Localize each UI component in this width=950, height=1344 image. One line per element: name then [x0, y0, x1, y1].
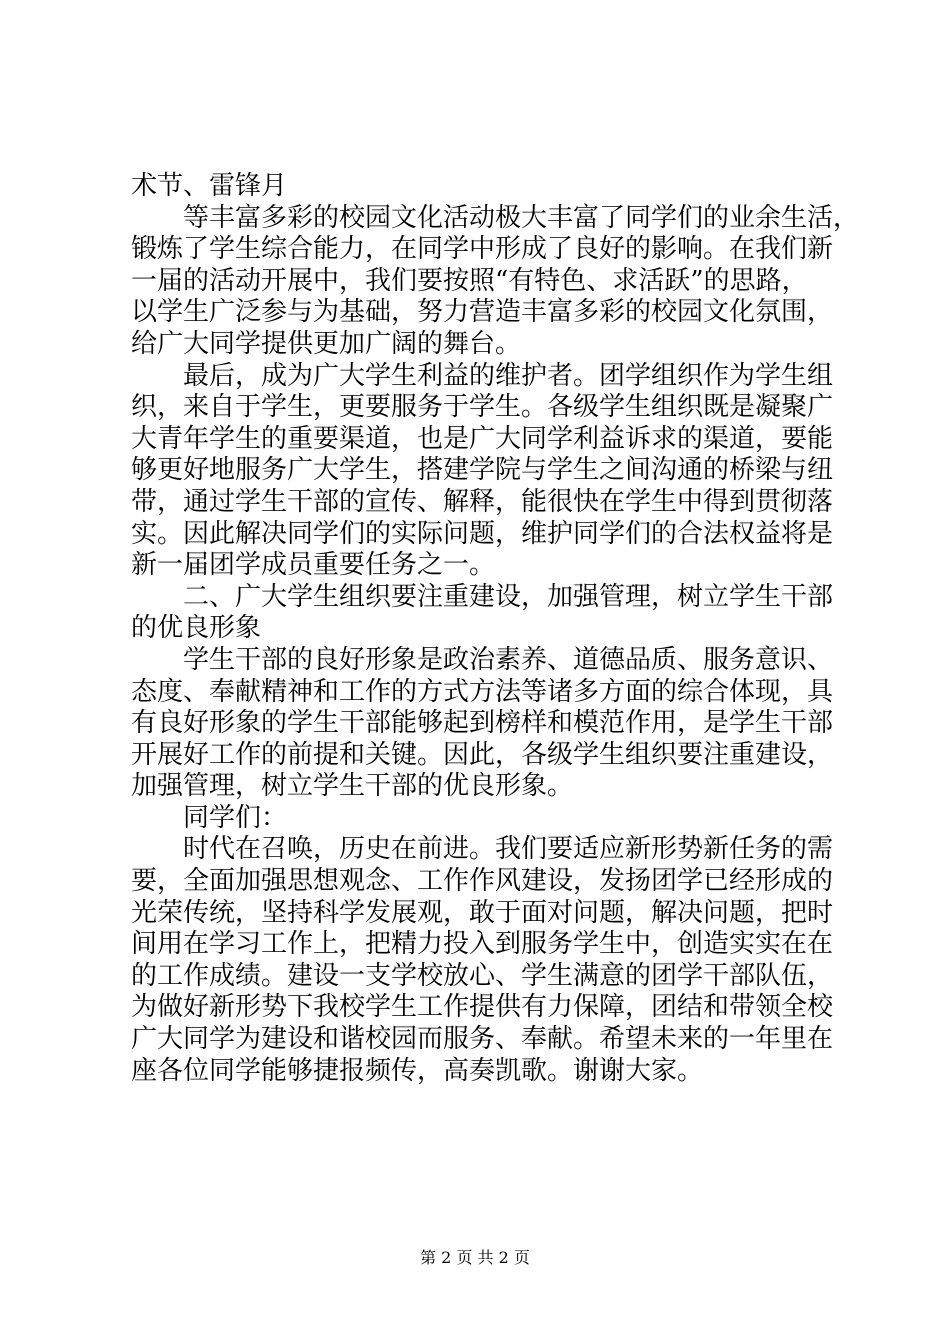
text-line: 加强管理，树立学生干部的优良形象。 — [131, 771, 574, 802]
paragraph-cadre-image — [131, 644, 834, 803]
text-line: 实。因此解决同学们的实际问题，维护同学们的合法权益将是 — [131, 518, 834, 549]
text-line: 的工作成绩。建设一支学校放心、学生满意的团学干部队伍， — [131, 960, 834, 991]
paragraph-student-interests — [131, 360, 834, 582]
text-line: 学生干部的良好形象是政治素养、道德品质、服务意识、 — [131, 644, 834, 675]
text-line: 态度、奉献精神和工作的方式方法等诸多方面的综合体现，具 — [131, 676, 834, 707]
text-line: 间用在学习工作上，把精力投入到服务学生中，创造实实在在 — [131, 929, 834, 960]
text-line: 最后，成为广大学生利益的维护者。团学组织作为学生组 — [131, 360, 834, 391]
text-line: 时代在召唤，历史在前进。我们要适应新形势新任务的需 — [131, 834, 834, 865]
paragraph-closing — [131, 834, 834, 1087]
text-line: 大青年学生的重要渠道，也是广大同学利益诉求的渠道，要能 — [131, 423, 834, 454]
text-line: 二、广大学生组织要注重建设，加强管理，树立学生干部 — [131, 581, 834, 612]
section-heading-two — [131, 581, 834, 645]
text-line: 一届的活动开展中，我们要按照“有特色、求活跃”的思路， — [131, 265, 808, 296]
text-line: 织，来自于学生，更要服务于学生。各级学生组织既是凝聚广 — [131, 392, 834, 423]
text-line: 够更好地服务广大学生，搭建学院与学生之间沟通的桥梁与纽 — [131, 455, 834, 486]
text-line: 光荣传统，坚持科学发展观，敢于面对问题，解决问题，把时 — [131, 897, 834, 928]
text-line: 的优良形象 — [131, 613, 262, 644]
page-number-footer: 第 2 页 共 2 页 — [420, 1248, 530, 1267]
document-body — [131, 171, 860, 1087]
text-line: 同学们： — [131, 802, 288, 833]
text-line: 开展好工作的前提和关键。因此，各级学生组织要注重建设， — [131, 739, 834, 770]
text-line: 座各位同学能够捷报频传，高奏凯歌。谢谢大家。 — [131, 1055, 704, 1086]
text-line: 广大同学为建设和谐校园而服务、奉献。希望未来的一年里在 — [131, 1024, 834, 1055]
text-line: 锻炼了学生综合能力，在同学中形成了良好的影响。在我们新 — [131, 234, 834, 265]
text-line: 为做好新形势下我校学生工作提供有力保障，团结和带领全校 — [131, 992, 834, 1023]
text-line: 要，全面加强思想观念、工作作风建设，发扬团学已经形成的 — [131, 866, 834, 897]
text-line: 新一届团学成员重要任务之一。 — [131, 550, 496, 581]
text-line: 术节、雷锋月 — [131, 171, 288, 201]
text-line: 带，通过学生干部的宣传、解释，能很快在学生中得到贯彻落 — [131, 486, 834, 517]
paragraph-culture-cont — [131, 171, 860, 361]
text-line: 给广大同学提供更加广阔的舞台。 — [131, 328, 522, 359]
text-line: 等丰富多彩的校园文化活动极大丰富了同学们的业余生活， — [131, 202, 860, 233]
text-line: 以学生广泛参与为基础，努力营造丰富多彩的校园文化氛围， — [131, 297, 834, 328]
salutation — [131, 803, 831, 835]
text-line: 有良好形象的学生干部能够起到榜样和模范作用，是学生干部 — [131, 708, 834, 739]
